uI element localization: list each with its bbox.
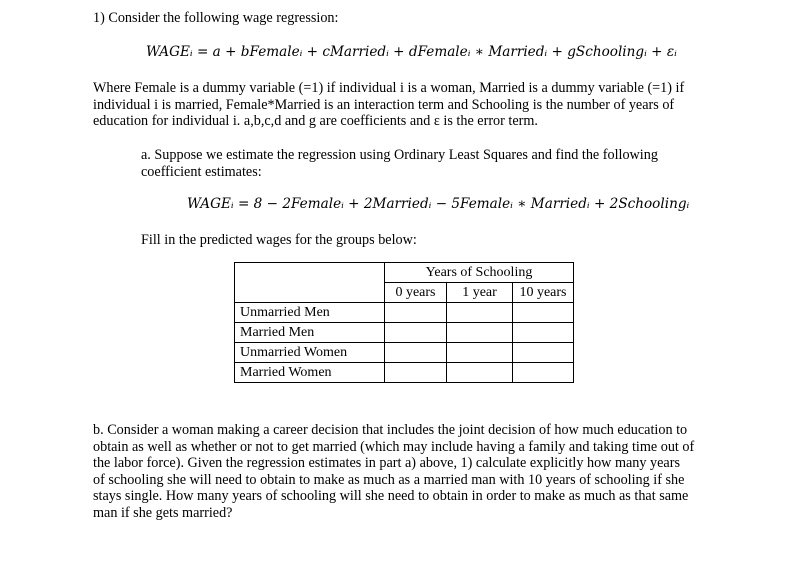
part-a-line: coefficient estimates: — [141, 163, 262, 180]
wage-cell[interactable] — [513, 323, 574, 343]
part-b-line: of schooling she will need to obtain to make as much as a married man with 10 years of schooling if she — [93, 471, 685, 488]
wage-cell[interactable] — [513, 363, 574, 383]
definition-line: individual i is married, Female*Married is an interaction term and Schooling is the number of years of — [93, 96, 675, 113]
part-b-line: man if she gets married? — [93, 504, 233, 521]
table-header-row — [235, 263, 574, 283]
wage-cell[interactable] — [447, 343, 513, 363]
table-row — [235, 363, 574, 383]
definition-paragraph — [93, 80, 723, 130]
definition-line: Where Female is a dummy variable (=1) if individual i is a woman, Married is a dummy variable (=1) if — [93, 80, 685, 96]
wage-cell[interactable] — [385, 303, 447, 323]
table-row — [235, 323, 574, 343]
table-row — [235, 343, 574, 363]
wage-cell[interactable] — [447, 303, 513, 323]
table-corner-cell — [235, 263, 385, 303]
wage-cell[interactable] — [447, 323, 513, 343]
question-heading: 1) Consider the following wage regression: — [93, 10, 339, 26]
column-header-10-years: 10 years — [513, 283, 574, 303]
part-b-line: b. Consider a woman making a career decision that includes the joint decision of how much education to — [93, 422, 688, 438]
table-row — [235, 303, 574, 323]
wage-cell[interactable] — [447, 363, 513, 383]
table-instruction: Fill in the predicted wages for the groups below: — [141, 232, 417, 248]
row-label-unmarried-men: Unmarried Men — [235, 303, 385, 323]
wage-cell[interactable] — [385, 363, 447, 383]
wage-cell[interactable] — [513, 303, 574, 323]
wage-cell[interactable] — [385, 343, 447, 363]
part-b-line: the labor force). Given the regression estimates in part a) above, 1) calculate explicitly how many years — [93, 455, 680, 471]
part-b-line: obtain as well as whether or not to get married (which may include having a family and taking time out of — [93, 438, 695, 455]
model-equation: WAGEᵢ = a + bFemaleᵢ + cMarriedᵢ + dFemaleᵢ ∗ Marriedᵢ + gSchoolingᵢ + εᵢ — [146, 44, 677, 60]
row-label-unmarried-women: Unmarried Women — [235, 343, 385, 363]
predicted-wage-table — [234, 262, 574, 383]
part-b-paragraph — [93, 422, 723, 521]
definition-line: education for individual i. a,b,c,d and g are coefficients and ε is the error term. — [93, 113, 538, 129]
part-b-line: stays single. How many years of schooling will she need to obtain in order to make as much as that same — [93, 488, 689, 504]
years-of-schooling-header: Years of Schooling — [385, 263, 574, 283]
estimated-equation: WAGEᵢ = 8 − 2Femaleᵢ + 2Marriedᵢ − 5Femaleᵢ ∗ Marriedᵢ + 2Schoolingᵢ — [187, 196, 690, 212]
row-label-married-women: Married Women — [235, 363, 385, 383]
wage-cell[interactable] — [513, 343, 574, 363]
part-a-intro — [141, 147, 658, 180]
part-a-line: a. Suppose we estimate the regression using Ordinary Least Squares and find the following — [141, 147, 658, 163]
row-label-married-men: Married Men — [235, 323, 385, 343]
column-header-1-year: 1 year — [447, 283, 513, 303]
wage-cell[interactable] — [385, 323, 447, 343]
column-header-0-years: 0 years — [385, 283, 447, 303]
